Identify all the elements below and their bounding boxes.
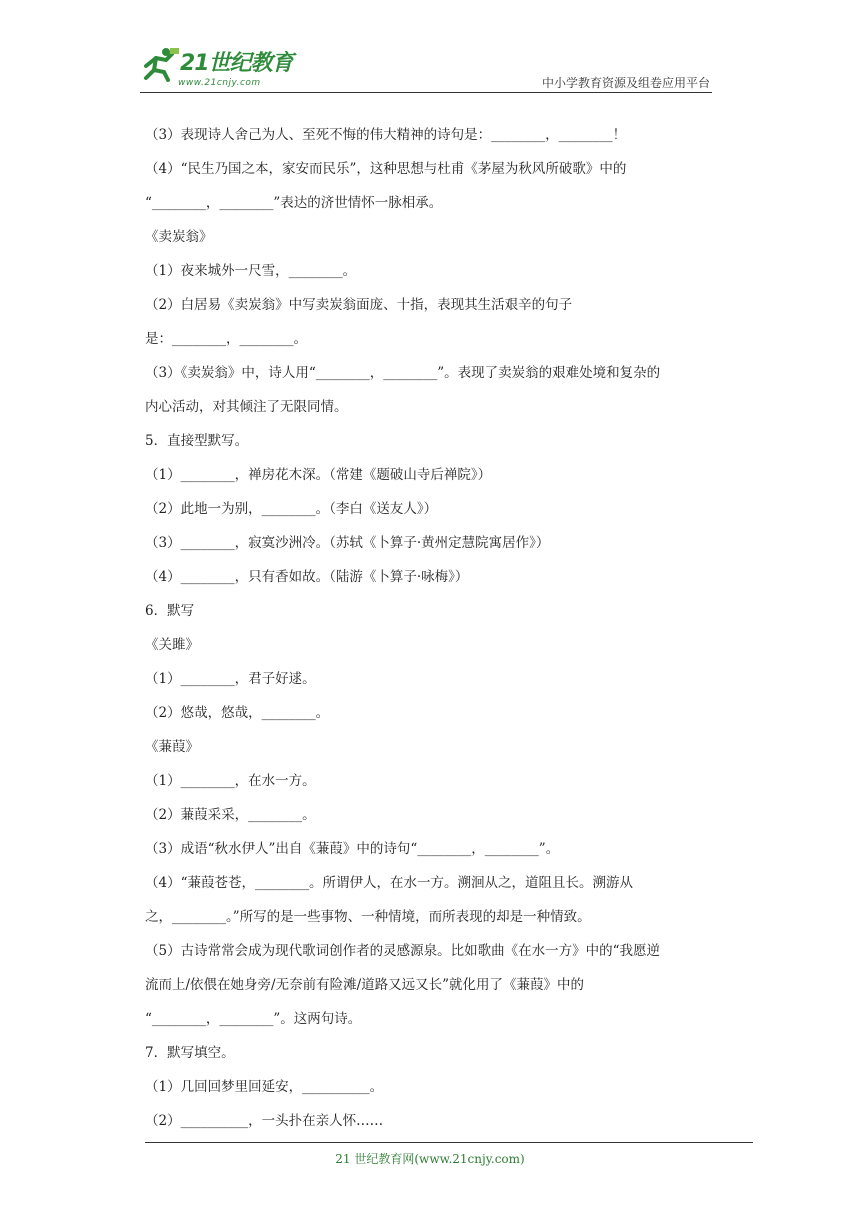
text-line: “________，________”。这两句诗。 [145,1011,362,1027]
text-line: （2）此地一为别，________。（李白《送友人》） [145,501,438,517]
text-line: 是：________，________。 [145,331,307,347]
text-line: （1）几回回梦里回延安，__________。 [145,1079,384,1095]
text-line: （2）悠哉，悠哉，________。 [145,705,330,721]
logo-text: 21世纪教育 [180,51,293,76]
text-line: （5）古诗常常会成为现代歌词创作者的灵感源泉。比如歌曲《在水一方》中的“我愿逆 [145,943,660,959]
logo [140,40,330,92]
text-line: （4）________，只有香如故。（陆游《卜算子·咏梅》） [145,569,469,585]
question-heading: 7．默写填空。 [145,1045,235,1061]
text-line: “________，________”表达的济世情怀一脉相承。 [145,195,443,211]
section-title: 《卖炭翁》 [145,229,213,245]
section-title: 《关雎》 [145,637,199,653]
text-line: （3）成语“秋水伊人”出自《蒹葭》中的诗句“________，________”。 [145,841,560,857]
question-heading: 5．直接型默写。 [145,433,249,449]
text-line: （4）“蒹葭苍苍，________。所谓伊人，在水一方。溯洄从之，道阻且长。溯游从 [145,875,633,891]
text-line: 内心活动，对其倾注了无限同情。 [145,399,348,415]
text-line: （1）________，在水一方。 [145,773,316,789]
text-line: （4）“民生乃国之本，家安而民乐”，这种思想与杜甫《茅屋为秋风所破歌》中的 [145,161,627,177]
site-tagline: 中小学教育资源及组卷应用平台 [541,76,710,90]
text-line: 之，________。”所写的是一些事物、一种情境，而所表现的却是一种情致。 [145,909,591,925]
page-header [0,0,860,96]
text-line: （1）________，禅房花木深。（常建《题破山寺后禅院》） [145,467,492,483]
text-line: （2）__________，一头扑在亲人怀…… [145,1113,384,1129]
runner-logo-icon [140,46,180,82]
text-line: （1）夜来城外一尺雪，________。 [145,263,357,279]
footer-link[interactable]: 21 世纪教育网(www.21cnjy.com) [335,1152,525,1166]
footer-divider [145,1142,753,1143]
document-body [145,118,725,1138]
text-line: （2）蒹葭采采，________。 [145,807,316,823]
text-line: （3）表现诗人舍己为人、至死不悔的伟大精神的诗句是：________，________！ [145,127,627,143]
text-line: （1）________，君子好逑。 [145,671,316,687]
text-line: （2）白居易《卖炭翁》中写卖炭翁面庞、十指，表现其生活艰辛的句子 [145,297,573,313]
text-line: 流而上/依偎在她身旁/无奈前有险滩/道路又远又长”就化用了《蒹葭》中的 [145,977,585,993]
text-line: （3）________，寂寞沙洲冷。（苏轼《卜算子·黄州定慧院寓居作》） [145,535,550,551]
section-title: 《蒹葭》 [145,739,199,755]
text-line: （3）《卖炭翁》中，诗人用“________，________”。表现了卖炭翁的艰难处境和复杂的 [145,365,661,381]
logo-url: www.21cnjy.com [178,78,261,88]
question-heading: 6．默写 [145,603,195,619]
header-divider [140,92,712,93]
